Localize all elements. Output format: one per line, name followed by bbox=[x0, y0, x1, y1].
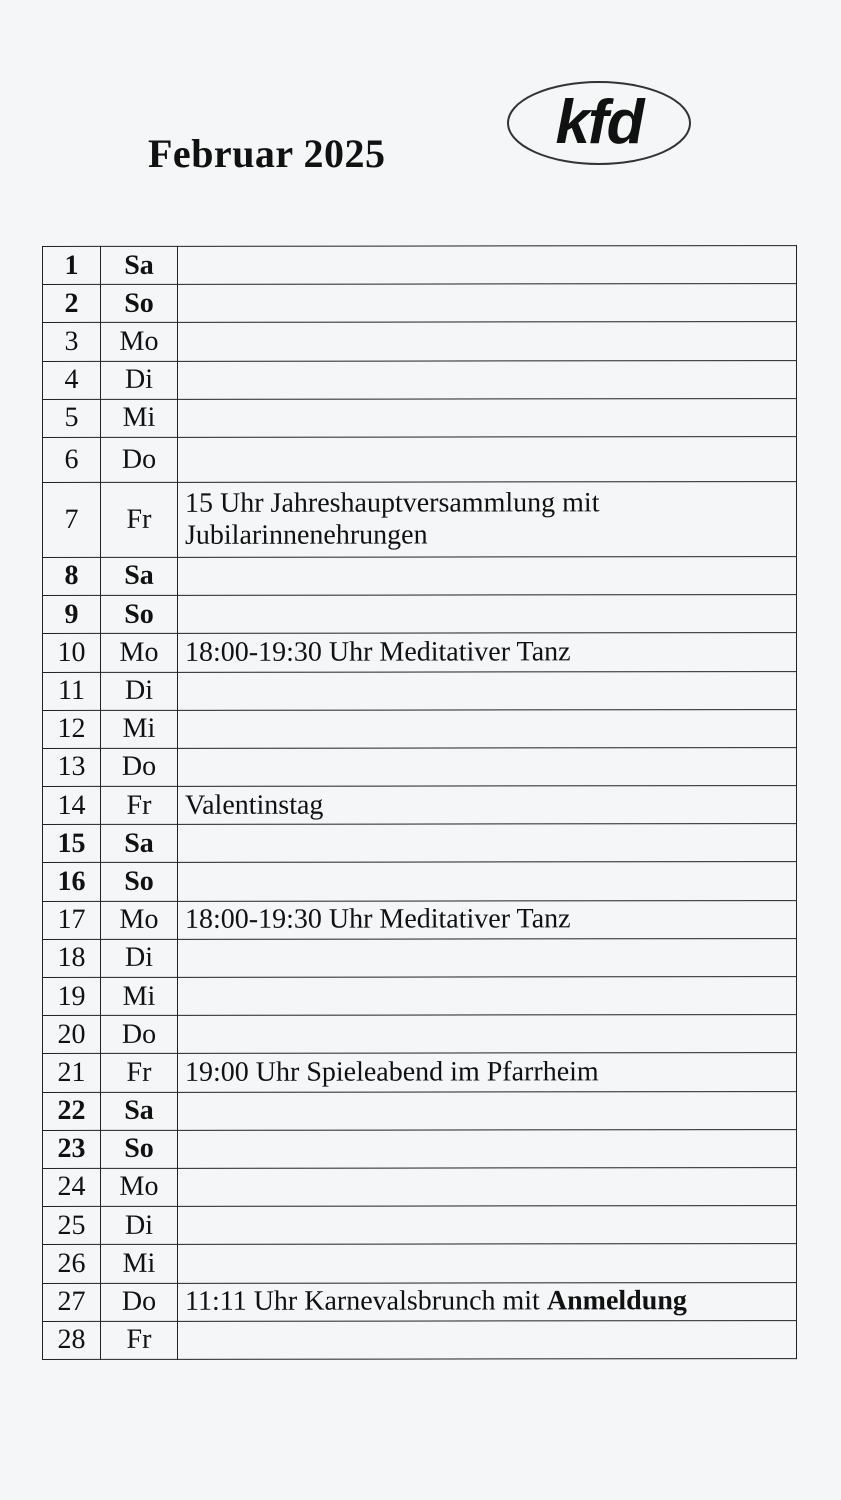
day-number: 24 bbox=[43, 1168, 101, 1206]
event-cell bbox=[178, 1206, 797, 1245]
weekday: Mo bbox=[101, 323, 178, 361]
table-row bbox=[43, 360, 797, 399]
day-number: 4 bbox=[43, 361, 101, 399]
weekday: Mo bbox=[101, 901, 178, 939]
event-cell bbox=[178, 824, 797, 863]
event-cell bbox=[178, 977, 797, 1016]
weekday: Mo bbox=[101, 1168, 178, 1206]
event-cell bbox=[178, 437, 797, 483]
table-row bbox=[43, 1091, 797, 1130]
weekday: Do bbox=[101, 748, 178, 786]
table-row bbox=[43, 1282, 797, 1321]
weekday: Mi bbox=[101, 1245, 178, 1283]
day-number: 17 bbox=[43, 901, 101, 939]
event-cell bbox=[178, 900, 797, 939]
day-number: 25 bbox=[43, 1207, 101, 1245]
weekday: Fr bbox=[101, 1054, 178, 1092]
weekday: Sa bbox=[101, 246, 178, 284]
table-row bbox=[43, 824, 797, 863]
table-row bbox=[43, 1129, 797, 1168]
event-cell bbox=[178, 284, 797, 323]
event-cell bbox=[178, 557, 797, 596]
event-cell bbox=[178, 862, 797, 901]
day-number: 12 bbox=[43, 710, 101, 748]
day-number: 20 bbox=[43, 1016, 101, 1054]
weekday: Di bbox=[101, 672, 178, 710]
day-number: 14 bbox=[43, 786, 101, 824]
event-cell bbox=[178, 1053, 797, 1092]
day-number: 9 bbox=[43, 596, 101, 634]
event-cell bbox=[178, 1320, 797, 1359]
table-row bbox=[43, 862, 797, 901]
weekday: So bbox=[101, 595, 178, 633]
event-cell bbox=[178, 1015, 797, 1054]
weekday: So bbox=[101, 863, 178, 901]
weekday: Fr bbox=[101, 1321, 178, 1359]
weekday: Do bbox=[101, 437, 178, 482]
event-cell bbox=[178, 398, 797, 437]
event-text: 15 Uhr Jahreshauptversammlung mit Jubilarinnenehrungen bbox=[185, 487, 600, 551]
day-number: 3 bbox=[43, 323, 101, 361]
day-number: 18 bbox=[43, 939, 101, 977]
event-text: 18:00-19:30 Uhr Meditativer Tanz bbox=[185, 636, 571, 668]
event-cell bbox=[178, 360, 797, 399]
event-cell bbox=[178, 786, 797, 825]
day-number: 11 bbox=[43, 672, 101, 710]
table-row bbox=[43, 1320, 797, 1359]
day-number: 5 bbox=[43, 399, 101, 437]
event-cell bbox=[178, 747, 797, 786]
event-cell bbox=[178, 938, 797, 977]
weekday: Do bbox=[101, 1016, 178, 1054]
table-row bbox=[43, 709, 797, 748]
table-row bbox=[43, 482, 797, 558]
table-row bbox=[43, 595, 797, 634]
weekday: So bbox=[101, 1130, 178, 1168]
event-cell bbox=[178, 1168, 797, 1207]
event-cell bbox=[178, 246, 797, 285]
day-number: 23 bbox=[43, 1130, 101, 1168]
day-number: 19 bbox=[43, 977, 101, 1015]
weekday: So bbox=[101, 285, 178, 323]
event-text: 18:00-19:30 Uhr Meditativer Tanz bbox=[185, 903, 571, 935]
table-row bbox=[43, 633, 797, 672]
table-row bbox=[43, 1168, 797, 1207]
day-number: 6 bbox=[43, 437, 101, 482]
day-number: 13 bbox=[43, 748, 101, 786]
table-row bbox=[43, 938, 797, 977]
event-cell bbox=[178, 1244, 797, 1283]
table-row bbox=[43, 398, 797, 437]
weekday: Di bbox=[101, 1206, 178, 1244]
event-text: 11:11 Uhr Karnevalsbrunch mit bbox=[185, 1285, 547, 1317]
event-cell bbox=[178, 633, 797, 672]
table-row bbox=[43, 1015, 797, 1054]
day-number: 7 bbox=[43, 482, 101, 557]
weekday: Do bbox=[101, 1283, 178, 1321]
day-number: 21 bbox=[43, 1054, 101, 1092]
table-row bbox=[43, 786, 797, 825]
event-text-bold: Anmeldung bbox=[546, 1285, 687, 1317]
table-row bbox=[43, 322, 797, 361]
table-row bbox=[43, 246, 797, 285]
weekday: Fr bbox=[101, 482, 178, 557]
day-number: 22 bbox=[43, 1092, 101, 1130]
weekday: Mo bbox=[101, 634, 178, 672]
event-cell bbox=[178, 595, 797, 634]
table-row bbox=[43, 284, 797, 323]
table-row bbox=[43, 977, 797, 1016]
table-row bbox=[43, 1206, 797, 1245]
weekday: Mi bbox=[101, 399, 178, 437]
calendar-table bbox=[42, 245, 797, 1360]
event-cell bbox=[178, 322, 797, 361]
calendar-body bbox=[43, 246, 797, 1360]
table-row bbox=[43, 1244, 797, 1283]
page-title: Februar 2025 bbox=[148, 131, 386, 176]
weekday: Di bbox=[101, 939, 178, 977]
day-number: 10 bbox=[43, 634, 101, 672]
kfd-logo bbox=[506, 80, 692, 166]
weekday: Di bbox=[101, 361, 178, 399]
weekday: Mi bbox=[101, 710, 178, 748]
table-row bbox=[43, 671, 797, 710]
day-number: 2 bbox=[43, 285, 101, 323]
table-row bbox=[43, 557, 797, 596]
table-row bbox=[43, 747, 797, 786]
weekday: Sa bbox=[101, 557, 178, 595]
table-row bbox=[43, 437, 797, 483]
event-cell bbox=[178, 1129, 797, 1168]
event-text: 19:00 Uhr Spieleabend im Pfarrheim bbox=[185, 1056, 599, 1088]
table-row bbox=[43, 900, 797, 939]
day-number: 26 bbox=[43, 1245, 101, 1283]
day-number: 1 bbox=[43, 246, 101, 284]
day-number: 8 bbox=[43, 557, 101, 595]
day-number: 15 bbox=[43, 825, 101, 863]
event-cell bbox=[178, 482, 797, 558]
day-number: 27 bbox=[43, 1283, 101, 1321]
day-number: 16 bbox=[43, 863, 101, 901]
weekday: Fr bbox=[101, 786, 178, 824]
day-number: 28 bbox=[43, 1321, 101, 1359]
event-cell bbox=[178, 671, 797, 710]
event-text: Valentinstag bbox=[185, 789, 324, 821]
weekday: Mi bbox=[101, 977, 178, 1015]
event-cell bbox=[178, 1091, 797, 1130]
event-cell bbox=[178, 1282, 797, 1321]
event-cell bbox=[178, 709, 797, 748]
weekday: Sa bbox=[101, 825, 178, 863]
weekday: Sa bbox=[101, 1092, 178, 1130]
svg-text:kfd: kfd bbox=[555, 88, 643, 157]
table-row bbox=[43, 1053, 797, 1092]
